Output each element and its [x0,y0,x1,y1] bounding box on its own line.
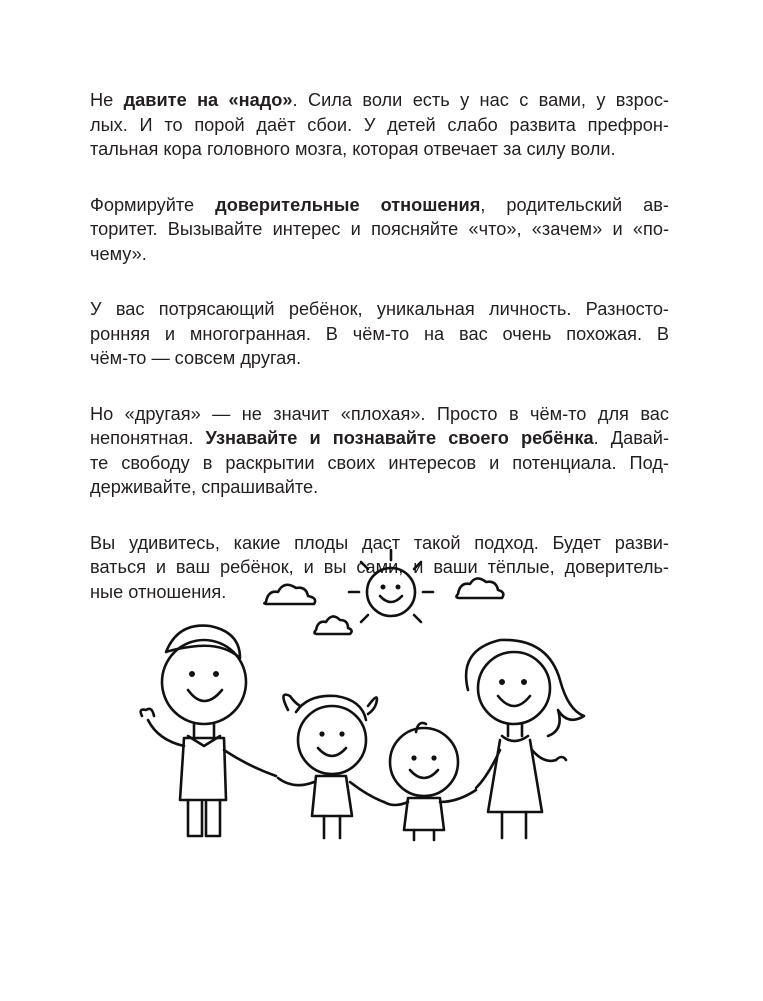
emphasis-text: Узнавайте и познавайте своего ребёнка [205,428,594,448]
text-line [90,426,669,451]
text-segment: . Сила воли есть у нас с вами, у взрос- [292,90,669,110]
text-line [90,402,669,427]
text-line [90,475,669,500]
paragraph [90,88,669,162]
text-line [90,217,669,242]
text-segment: чём-то — совсем другая. [90,348,302,368]
emphasis-text: давите на «надо» [123,90,293,110]
text-line [90,88,669,113]
text-line [90,242,669,267]
text-line [90,113,669,138]
text-segment: держивайте, спрашивайте. [90,477,319,497]
paragraph [90,402,669,500]
text-segment: . Давай- [593,428,670,448]
boy-figure [384,723,476,840]
text-segment: , родительский ав- [480,194,669,215]
mom-figure [466,640,584,838]
text-segment: У вас потрясающий ребёнок, уникальная личность. Разносто- [90,299,669,319]
text-segment: Формируйте [90,194,216,215]
text-line [90,297,669,322]
text-segment: ваться и ваш ребёнок, и вы сами, и ваши тёплые, доверитель- [90,557,669,577]
paragraph [90,297,669,371]
text-segment: Не [90,90,124,110]
text-segment: тальная кора головного мозга, которая отвечает за силу воли. [90,139,616,159]
cloud-icon [314,616,351,634]
paragraph [90,193,669,267]
family-illustration [128,540,598,850]
sun-icon [349,550,433,622]
text-segment: Вы удивитесь, какие плоды даст такой подход. Будет разви- [90,532,669,553]
text-segment: Но «другая» — не значит «плохая». Просто в чём-то для вас [90,403,669,424]
text-line [90,193,669,218]
text-line [90,322,669,347]
text-line [90,451,669,476]
text-segment: лых. И то порой даёт сбои. У детей слабо развита префрон- [90,114,669,135]
text-segment: те свободу в раскрытии своих интересов и потенциала. Под- [90,452,669,473]
text-segment: ронняя и многогранная. В чём-то на вас очень похожая. В [90,323,669,344]
text-segment: ные отношения. [90,581,227,602]
cloud-icon [456,578,503,598]
cloud-icon [264,585,315,604]
text-segment: торитет. Вызывайте интерес и поясняйте «что», «зачем» и «по- [90,219,669,239]
girl-figure [278,695,384,838]
text-line [90,346,669,371]
text-segment: чему». [90,243,147,264]
text-line [90,137,669,162]
dad-figure [141,626,276,836]
emphasis-text: доверительные отношения [215,194,481,215]
text-segment: непонятная. [90,428,206,448]
